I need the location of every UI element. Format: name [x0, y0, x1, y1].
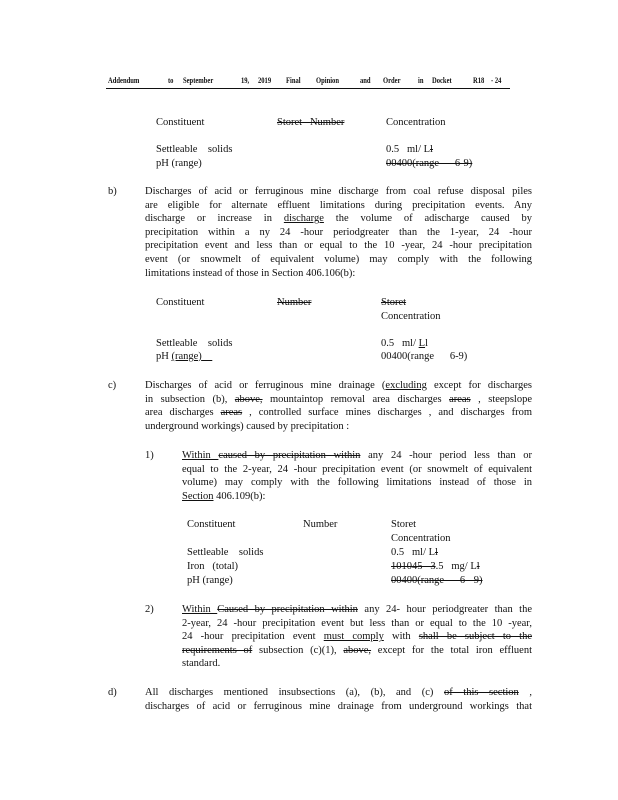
item2-label: 2) [145, 604, 154, 615]
table3-row2-name: Iron (total) [187, 561, 239, 572]
item1-label: 1) [145, 450, 154, 461]
header-opinion: Opinion [316, 76, 339, 85]
table2-row1-name: Settleable solids [156, 338, 233, 349]
para-b-line: Discharges of acid or ferruginous mine discharge from coal refuse disposal piles [145, 186, 532, 197]
table1-header-constituent: Constituent [156, 117, 205, 128]
table3-row1-name: Settleable solids [187, 547, 264, 558]
table3-row2-value: 101045 3.5 mg/ Ll [391, 561, 480, 572]
table3-row3-value: 00400(range 6 - 9) [391, 575, 483, 586]
header-and: and [360, 76, 371, 85]
table3-header-constituent: Constituent [187, 519, 236, 530]
table1-row2-name: pH (range) [156, 158, 202, 169]
table3-row1-value: 0.5 ml/ Ll [391, 547, 438, 558]
para-d-line: All discharges mentioned insubsections (a), (b), and (c) of this section , [145, 687, 532, 698]
para-c-label: c) [108, 380, 117, 391]
para-b-line: limitations instead of those in Section 406.106(b): [145, 267, 356, 279]
para-b-line: are eligible for alternate effluent limitations during precipitation events. Any [145, 199, 532, 211]
para-c-line: in subsection (b), above, mountaintop removal area discharges areas , steepslope [145, 393, 532, 405]
table2-header-constituent: Constituent [156, 297, 205, 308]
header-final: Final [286, 76, 301, 85]
table2-row2-name: pH (range) [156, 351, 202, 362]
table3-header-storet: Storet [391, 519, 417, 530]
header-september: September [183, 76, 214, 85]
para-b-line: precipitation event and less than or equal to the 10 -year, 24 -hour precipitation [145, 240, 532, 252]
para-b-line: discharge or increase in discharge the volume of adischarge caused by [145, 213, 532, 225]
para-c-line: underground workings) caused by precipitation : [145, 420, 350, 432]
item1-text [182, 449, 532, 503]
item2-line: requirements of subsection (c)(1), above, except for the total iron effluent [182, 644, 532, 656]
para-c-text [145, 379, 532, 433]
page-header [106, 74, 510, 89]
header-order: Order [383, 76, 401, 85]
table2-header-concentration: Concentration [381, 311, 441, 322]
para-b-line: precipitation within a ny 24 -hour periodgreater than the 1-year, 24 -hour [145, 226, 532, 238]
table2-row2-value: 00400(range 6-9) [381, 351, 468, 362]
item1-line: Within caused by precipitation within any 24 -hour period less than or [182, 450, 532, 461]
para-b-text [145, 185, 532, 280]
header-suffix: - 24 [491, 76, 502, 85]
item2-text [182, 603, 532, 671]
item2-line: Within Caused by precipitation within any 24- hour periodgreater than the [182, 604, 533, 615]
table2-header-storet: Storet [381, 297, 407, 308]
table2-row1-value: 0.5 ml/ Ll [381, 338, 428, 349]
header-in: in [418, 76, 424, 85]
table1-header-concentration: Concentration [386, 117, 446, 128]
para-b-label: b) [108, 186, 117, 197]
header-year: 2019 [258, 76, 272, 85]
table1-row2-value: 00400(range 6-9) [386, 158, 473, 169]
table3-row3-name: pH (range) [187, 575, 233, 586]
table1-row1-name: Settleable solids [156, 144, 233, 155]
table3-header-concentration: Concentration [391, 533, 451, 544]
table1-header-storet-number: Storet Number [277, 117, 345, 128]
header-addendum: Addendum [108, 76, 140, 85]
item1-line: volume) may comply with the following limitations instead of those in [182, 477, 532, 489]
item2-line: 24 -hour precipitation event must comply with shall be subject to the [182, 631, 533, 643]
table2-header-number: Number [277, 297, 312, 308]
para-d-label: d) [108, 687, 117, 698]
header-to: to [168, 76, 174, 85]
item2-line: standard. [182, 658, 221, 670]
header-docket: Docket [432, 76, 452, 85]
header-number: R18 [473, 76, 485, 85]
para-b-line: event (or snowmelt of equivalent volume) may comply with the following [145, 253, 532, 265]
item2-line: 2-year, 24 -hour precipitation event but less than or equal to the 10 -year, [182, 617, 532, 629]
para-c-line: area discharges areas , controlled surface mines discharges , and discharges from [145, 407, 533, 419]
header-day: 19, [241, 76, 250, 85]
para-c-line: Discharges of acid or ferruginous mine drainage (excluding except for discharges [145, 380, 532, 391]
item1-line: Section 406.109(b): [182, 490, 266, 502]
para-d-line: discharges of acid or ferruginous mine drainage from underground workings that [145, 700, 532, 712]
table3-header-number: Number [303, 519, 338, 530]
table1-row1-value: 0.5 ml/ Ll [386, 144, 433, 155]
para-d-text [145, 686, 532, 713]
item1-line: equal to the 2-year, 24 -hour precipitation event (or snowmelt of equivalent [182, 463, 532, 475]
